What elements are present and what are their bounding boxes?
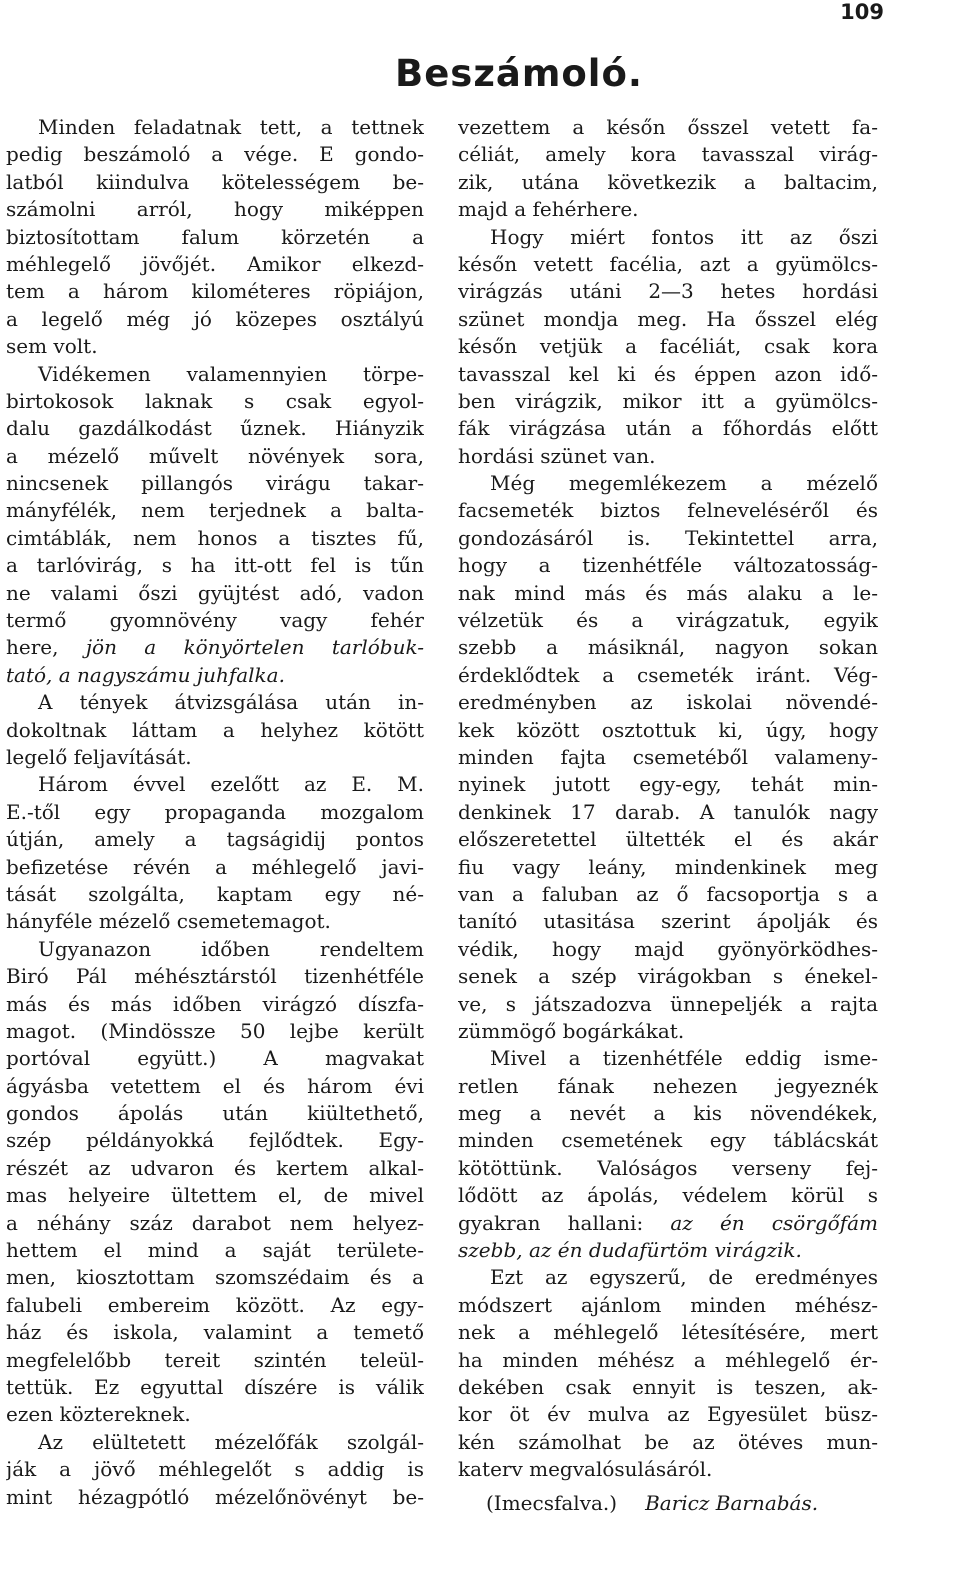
right-column bbox=[458, 114, 878, 1517]
text-line bbox=[6, 963, 424, 990]
text-line bbox=[6, 1155, 424, 1182]
text-segment: számolni arról, hogy miképpen bbox=[6, 197, 424, 222]
text-segment: vezettem a későn ősszel vetett fa- bbox=[458, 115, 878, 139]
text-line bbox=[458, 963, 878, 990]
text-line bbox=[6, 141, 424, 168]
text-segment: A tények átvizsgálása után in- bbox=[38, 690, 424, 715]
text-segment: lődött az ápolás, védelem körül s bbox=[458, 1183, 878, 1208]
text-line bbox=[458, 854, 878, 881]
text-segment: a néhány száz darabot nem helyez- bbox=[6, 1210, 424, 1235]
text-segment: hányféle mézelő csemetemagot. bbox=[6, 909, 331, 934]
text-segment: nek a méhlegelő létesítésére, mert bbox=[458, 1320, 878, 1345]
text-segment: dekében csak ennyit is teszen, ak- bbox=[458, 1374, 878, 1399]
text-segment: biztosítottam falum körzetén a bbox=[6, 224, 424, 249]
text-line bbox=[6, 881, 424, 908]
text-line bbox=[6, 634, 424, 661]
text-line bbox=[458, 826, 878, 853]
text-segment: ják a jövő méhlegelőt s addig is bbox=[6, 1457, 424, 1482]
text-line bbox=[458, 525, 878, 552]
text-line bbox=[6, 224, 424, 251]
text-line bbox=[458, 1429, 878, 1456]
text-segment: tását szolgálta, kaptam egy né- bbox=[6, 881, 424, 906]
text-segment: fiu vagy leány, mindenkinek meg bbox=[458, 854, 878, 879]
italic-segment: az én csörgőfám bbox=[670, 1210, 878, 1235]
text-segment: katerv megvalósulásáról. bbox=[458, 1457, 713, 1482]
text-line bbox=[458, 908, 878, 935]
text-segment: későn vetjük a facéliát, csak kora bbox=[458, 334, 878, 359]
text-line bbox=[458, 333, 878, 360]
text-line bbox=[6, 1100, 424, 1127]
text-segment: denkinek 17 darab. A tanulók nagy bbox=[458, 799, 878, 824]
text-line bbox=[6, 443, 424, 470]
text-segment: hogy a tizenhétféle változatosság- bbox=[458, 553, 878, 578]
text-segment: sem volt. bbox=[6, 334, 98, 359]
text-segment: tavasszal kel ki és éppen azon idő- bbox=[458, 361, 878, 386]
text-segment: dokoltnak láttam a helyhez kötött bbox=[6, 717, 424, 742]
text-segment: meg a nevét a kis növendékek, bbox=[458, 1101, 878, 1126]
text-line bbox=[458, 689, 878, 716]
text-segment: legelő feljavítását. bbox=[6, 744, 192, 769]
text-segment: vélzetük és a virágzatuk, egyik bbox=[458, 608, 878, 633]
text-line bbox=[458, 388, 878, 415]
text-segment: gyakran hallani: bbox=[458, 1210, 671, 1235]
text-segment: Az elültetett mézelőfák szolgál- bbox=[38, 1429, 424, 1454]
text-segment: van a faluban az ő facsoportja s a bbox=[458, 881, 878, 906]
text-line bbox=[458, 1456, 878, 1483]
text-line bbox=[6, 1401, 424, 1428]
text-line bbox=[458, 1237, 878, 1264]
text-segment: dalu gazdálkodást űznek. Hiányzik bbox=[6, 416, 424, 441]
text-line bbox=[6, 306, 424, 333]
text-line bbox=[6, 1237, 424, 1264]
text-segment: a tarlóvirág, s ha itt-ott fel is tűn bbox=[6, 553, 424, 578]
text-line bbox=[458, 470, 878, 497]
text-line bbox=[458, 552, 878, 579]
text-segment: retlen fának nehezen jegyeznék bbox=[458, 1073, 878, 1098]
text-segment: zümmögő bogárkákat. bbox=[458, 1018, 685, 1043]
text-segment: Három évvel ezelőtt az E. M. bbox=[38, 772, 424, 797]
text-segment: más és más időben virágzó díszfa- bbox=[6, 991, 424, 1016]
text-line bbox=[6, 415, 424, 442]
signature bbox=[458, 1490, 878, 1517]
text-line bbox=[6, 936, 424, 963]
text-line bbox=[458, 224, 878, 251]
text-segment: ha minden méhész a méhlegelő ér- bbox=[458, 1347, 878, 1372]
text-line bbox=[6, 717, 424, 744]
text-line bbox=[458, 443, 878, 470]
text-segment: zik, utána következik a baltacim, bbox=[458, 169, 878, 194]
text-segment: Mivel a tizenhétféle eddig isme- bbox=[490, 1046, 878, 1071]
article-title: Beszámoló. bbox=[395, 52, 643, 95]
text-segment: szebb a másiknál, nagyon sokan bbox=[458, 635, 878, 660]
text-segment: érdeklődtek a csemeték iránt. Vég- bbox=[458, 662, 878, 687]
text-segment: portóval együtt.) A magvakat bbox=[6, 1046, 424, 1071]
text-line bbox=[458, 580, 878, 607]
text-segment: gondozásáról is. Tekintettel arra, bbox=[458, 525, 878, 550]
text-line bbox=[6, 991, 424, 1018]
text-line bbox=[6, 1292, 424, 1319]
text-line bbox=[458, 114, 878, 141]
text-line bbox=[6, 1374, 424, 1401]
text-segment: minden fajta csemetéből valameny- bbox=[458, 744, 878, 769]
text-line bbox=[6, 1456, 424, 1483]
text-line bbox=[6, 1182, 424, 1209]
text-segment: befizetése révén a méhlegelő javi- bbox=[6, 854, 424, 879]
text-line bbox=[6, 689, 424, 716]
text-segment: E.-től egy propaganda mozgalom bbox=[6, 799, 424, 824]
text-line bbox=[458, 799, 878, 826]
text-line bbox=[458, 1347, 878, 1374]
text-segment: hettem el mind a saját területe- bbox=[6, 1238, 424, 1263]
text-line bbox=[458, 251, 878, 278]
text-line bbox=[6, 333, 424, 360]
text-line bbox=[458, 1210, 878, 1237]
text-segment: cimtáblák, nem honos a tisztes fű, bbox=[6, 525, 424, 550]
text-line bbox=[458, 497, 878, 524]
text-line bbox=[6, 196, 424, 223]
text-line bbox=[458, 361, 878, 388]
text-line bbox=[6, 497, 424, 524]
signature-author: Baricz Barnabás. bbox=[645, 1490, 819, 1515]
text-line bbox=[458, 1374, 878, 1401]
text-segment: pedig beszámoló a vége. E gondo- bbox=[6, 142, 424, 167]
text-segment: ágyásba vetettem el és három évi bbox=[6, 1073, 424, 1098]
text-segment: méhlegelő jövőjét. Amikor elkezd- bbox=[6, 251, 424, 276]
text-line bbox=[6, 826, 424, 853]
text-line bbox=[458, 141, 878, 168]
text-segment: nyinek jutott egy-egy, tehát min- bbox=[458, 772, 878, 797]
text-segment: előszeretettel ültették el és akár bbox=[458, 827, 878, 852]
text-segment: részét az udvaron és kertem alkal- bbox=[6, 1155, 424, 1180]
text-line bbox=[458, 1182, 878, 1209]
text-segment: eredményben az iskolai növendé- bbox=[458, 690, 878, 715]
text-line bbox=[458, 1100, 878, 1127]
text-segment: birtokosok laknak s csak egyol- bbox=[6, 388, 424, 413]
text-segment: men, kiosztottam szomszédaim és a bbox=[6, 1265, 424, 1290]
text-segment: magot. (Mindössze 50 lejbe került bbox=[6, 1018, 424, 1043]
text-segment: szép példányokká fejlődtek. Egy- bbox=[6, 1128, 424, 1153]
text-segment: Ezt az egyszerű, de eredményes bbox=[490, 1265, 878, 1290]
text-segment: majd a fehérhere. bbox=[458, 197, 639, 222]
text-segment: ne valami őszi gyüjtést adó, vadon bbox=[6, 580, 424, 605]
italic-segment: szebb, az én dudafürtöm virágzik. bbox=[458, 1238, 802, 1263]
text-line bbox=[6, 1484, 424, 1511]
text-line bbox=[6, 1319, 424, 1346]
text-line bbox=[6, 388, 424, 415]
text-line bbox=[6, 1429, 424, 1456]
text-line bbox=[6, 361, 424, 388]
text-segment: Vidékemen valamennyien törpe- bbox=[38, 361, 424, 386]
text-line bbox=[6, 1210, 424, 1237]
text-segment: kek között osztottuk ki, úgy, hogy bbox=[458, 717, 878, 742]
text-segment: céliát, amely kora tavasszal virág- bbox=[458, 142, 878, 167]
text-line bbox=[6, 1073, 424, 1100]
text-segment: Biró Pál méhésztárstól tizenhétféle bbox=[6, 964, 424, 989]
text-line bbox=[6, 580, 424, 607]
text-line bbox=[6, 1127, 424, 1154]
text-segment: mányfélék, nem terjednek a balta- bbox=[6, 498, 424, 523]
text-line bbox=[458, 936, 878, 963]
text-line bbox=[6, 552, 424, 579]
text-segment: nincsenek pillangós virágu takar- bbox=[6, 471, 424, 496]
italic-segment: jön a könyörtelen tarlóbuk- bbox=[85, 635, 424, 660]
text-line bbox=[6, 662, 424, 689]
text-segment: mint hézagpótló mézelőnövényt be- bbox=[6, 1484, 424, 1509]
text-line bbox=[6, 799, 424, 826]
text-segment: a mézelő művelt növények sora, bbox=[6, 443, 424, 468]
text-segment: latból kiindulva kötelességem be- bbox=[6, 169, 424, 194]
text-line bbox=[458, 1155, 878, 1182]
text-line bbox=[6, 169, 424, 196]
text-line bbox=[6, 1347, 424, 1374]
text-line bbox=[6, 908, 424, 935]
text-segment: kötöttünk. Valóságos verseny fej- bbox=[458, 1155, 878, 1180]
text-segment: gondos ápolás után kiültethető, bbox=[6, 1101, 424, 1126]
text-line bbox=[458, 717, 878, 744]
text-segment: tanító utasitása szerint ápolják és bbox=[458, 909, 878, 934]
text-segment: megfelelőbb tereit szintén teleül- bbox=[6, 1347, 424, 1372]
text-line bbox=[6, 854, 424, 881]
text-line bbox=[6, 525, 424, 552]
text-segment: Hogy miért fontos itt az őszi bbox=[490, 224, 878, 249]
text-line bbox=[6, 744, 424, 771]
text-line bbox=[458, 306, 878, 333]
text-segment: minden csemetének egy táblácskát bbox=[458, 1128, 878, 1153]
text-segment: útján, amely a tagságidij pontos bbox=[6, 827, 424, 852]
text-segment: facsemeték biztos felneveléséről és bbox=[458, 498, 878, 523]
text-line bbox=[6, 1264, 424, 1291]
text-line bbox=[458, 1292, 878, 1319]
text-line bbox=[458, 607, 878, 634]
text-segment: nak mind más és más alaku a le- bbox=[458, 580, 878, 605]
text-segment: védik, hogy majd gyönyörködhes- bbox=[458, 936, 878, 961]
text-line bbox=[458, 169, 878, 196]
text-line bbox=[458, 1073, 878, 1100]
text-segment: módszert ajánlom minden méhész- bbox=[458, 1292, 878, 1317]
text-line bbox=[458, 1127, 878, 1154]
text-line bbox=[458, 415, 878, 442]
text-line bbox=[458, 1264, 878, 1291]
text-line bbox=[458, 634, 878, 661]
text-line bbox=[458, 744, 878, 771]
text-segment: ve, s játszadozva ünnepeljék a rajta bbox=[458, 991, 878, 1016]
text-segment: mas helyeire ültettem el, de mivel bbox=[6, 1183, 424, 1208]
text-segment: szünet mondja meg. Ha ősszel elég bbox=[458, 306, 878, 331]
text-segment: falubeli embereim között. Az egy- bbox=[6, 1292, 424, 1317]
text-segment: kén számolhat be az ötéves mun- bbox=[458, 1429, 878, 1454]
text-segment: virágzás utáni 2—3 hetes hordási bbox=[458, 279, 878, 304]
text-segment: a legelő még jó közepes osztályú bbox=[6, 306, 424, 331]
text-line bbox=[458, 1018, 878, 1045]
text-line bbox=[458, 1045, 878, 1072]
text-segment: ezen köztereknek. bbox=[6, 1402, 191, 1427]
page-number: 109 bbox=[840, 0, 884, 24]
text-segment: későn vetett facélia, azt a gyümölcs- bbox=[458, 251, 878, 276]
text-line bbox=[6, 771, 424, 798]
left-column bbox=[6, 114, 424, 1511]
text-line bbox=[458, 196, 878, 223]
text-segment: ház és iskola, valamint a temető bbox=[6, 1320, 424, 1345]
text-segment: Még megemlékezem a mézelő bbox=[490, 471, 878, 496]
signature-place: (Imecsfalva.) bbox=[486, 1490, 618, 1515]
text-line bbox=[458, 662, 878, 689]
text-segment: fák virágzása után a főhordás előtt bbox=[458, 416, 878, 441]
text-segment: termő gyomnövény vagy fehér bbox=[6, 608, 424, 633]
text-line bbox=[6, 607, 424, 634]
text-line bbox=[6, 1045, 424, 1072]
text-segment: here, bbox=[6, 635, 86, 660]
text-segment: tem a három kilométeres röpiájon, bbox=[6, 279, 424, 304]
text-line bbox=[6, 470, 424, 497]
text-line bbox=[6, 251, 424, 278]
text-line bbox=[6, 278, 424, 305]
text-segment: ben virágzik, mikor itt a gyümölcs- bbox=[458, 388, 878, 413]
text-line bbox=[458, 771, 878, 798]
text-line bbox=[458, 1401, 878, 1428]
text-segment: kor öt év mulva az Egyesület büsz- bbox=[458, 1402, 878, 1427]
text-line bbox=[458, 881, 878, 908]
text-line bbox=[6, 114, 424, 141]
text-line bbox=[458, 1319, 878, 1346]
text-segment: senek a szép virágokban s énekel- bbox=[458, 964, 878, 989]
text-segment: tettük. Ez egyuttal díszére is válik bbox=[6, 1374, 424, 1399]
text-segment: Ugyanazon időben rendeltem bbox=[38, 936, 424, 961]
text-line bbox=[6, 1018, 424, 1045]
italic-segment: tató, a nagyszámu juhfalka. bbox=[6, 662, 285, 687]
text-segment: hordási szünet van. bbox=[458, 443, 656, 468]
text-segment: Minden feladatnak tett, a tettnek bbox=[38, 115, 424, 139]
text-line bbox=[458, 278, 878, 305]
text-line bbox=[458, 991, 878, 1018]
